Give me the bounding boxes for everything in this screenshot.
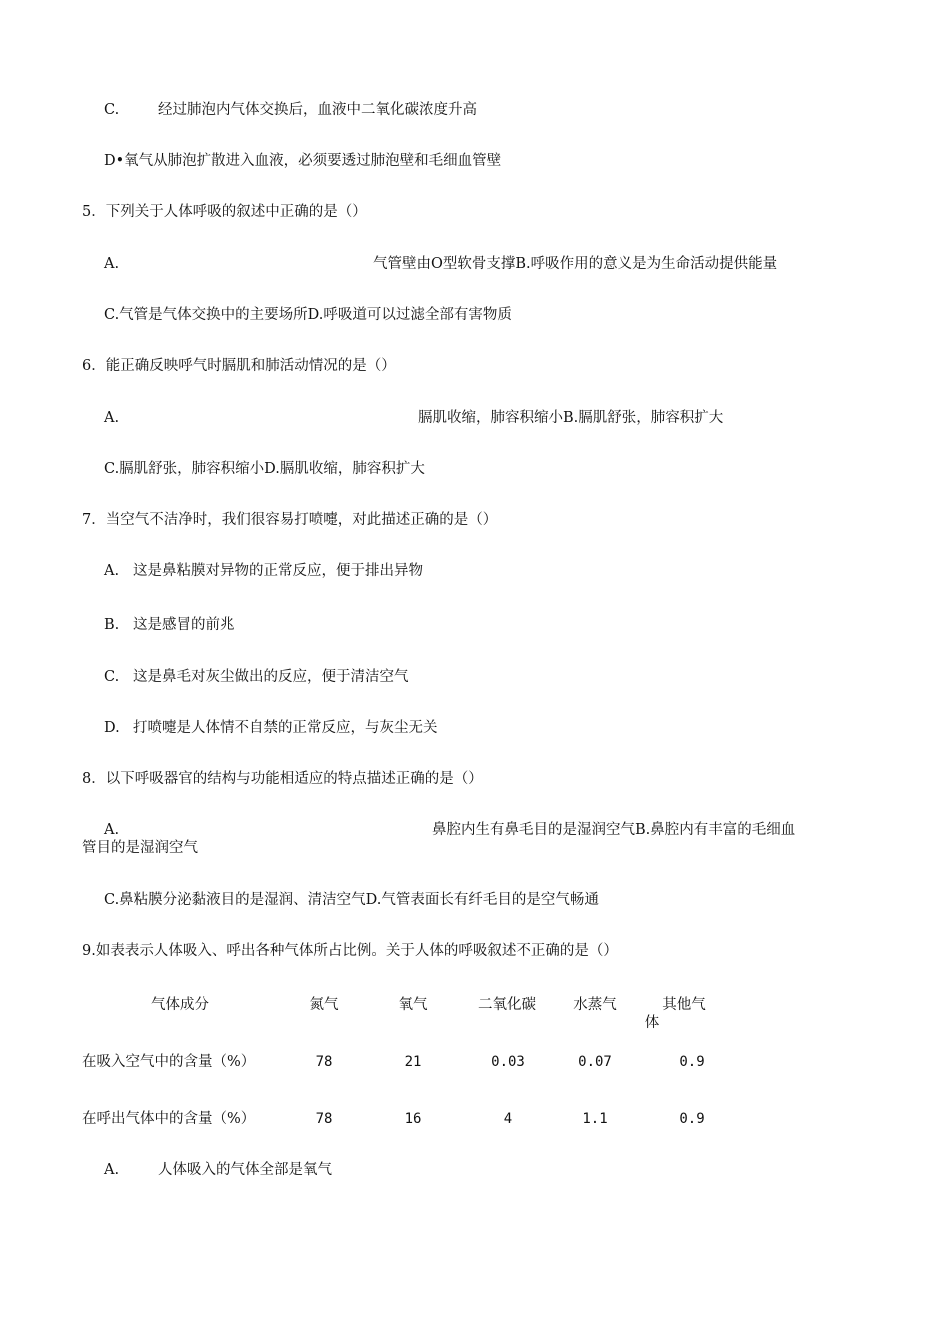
q8-stem: 8．以下呼吸器官的结构与功能相适应的特点描述正确的是（） (82, 771, 483, 787)
table-header-other-gases: 其他气 (662, 997, 706, 1013)
table-header-gas-component: 气体成分 (151, 997, 209, 1013)
table-header-water-vapor: 水蒸气 (573, 997, 617, 1013)
table-cell: 78 (315, 1054, 333, 1070)
q8-option-a-text: 鼻腔内生有鼻毛目的是湿润空气B.鼻腔内有丰富的毛细血 (432, 822, 796, 838)
table-header-nitrogen: 氮气 (309, 997, 339, 1013)
q6-stem: 6．能正确反映呼气时膈肌和肺活动情况的是（） (82, 358, 396, 374)
q9-option-a-letter: A. (104, 1162, 120, 1178)
table-cell: 0.9 (679, 1054, 705, 1070)
q7-stem: 7．当空气不洁净时，我们很容易打喷嚏，对此描述正确的是（） (82, 512, 498, 528)
q6-options-cd: C.膈肌舒张，肺容积缩小D.膈肌收缩，肺容积扩大 (104, 461, 425, 477)
q4-option-c-text: 经过肺泡内气体交换后，血液中二氧化碳浓度升高 (158, 102, 477, 118)
q4-option-c-letter: C. (104, 102, 120, 118)
q6-option-a-text: 膈肌收缩，肺容积缩小B.膈肌舒张，肺容积扩大 (418, 410, 724, 426)
q8-options-cd: C.鼻粘膜分泌黏液目的是湿润、清洁空气D.气管表面长有纤毛目的是空气畅通 (104, 892, 599, 908)
q7-option-d-letter: D. (104, 720, 120, 736)
q7-option-c-text: 这是鼻毛对灰尘做出的反应，便于清洁空气 (133, 669, 409, 685)
table-cell: 78 (315, 1111, 333, 1127)
table-header-oxygen: 氧气 (398, 997, 428, 1013)
q7-option-a-text: 这是鼻粘膜对异物的正常反应，便于排出异物 (133, 563, 423, 579)
q7-option-b-text: 这是感冒的前兆 (133, 617, 235, 633)
table-header-carbon-dioxide: 二氧化碳 (478, 997, 536, 1013)
q4-option-d: D•氧气从肺泡扩散进入血液，必须要透过肺泡壁和毛细血管壁 (104, 153, 502, 169)
q9-option-a-text: 人体吸入的气体全部是氧气 (158, 1162, 332, 1178)
table-cell: 16 (404, 1111, 422, 1127)
table-cell: 0.07 (578, 1054, 612, 1070)
table-header-other-gases-wrap: 体 (644, 1015, 660, 1031)
q5-option-a-letter: A. (104, 256, 120, 272)
q5-stem: 5．下列关于人体呼吸的叙述中正确的是（） (82, 204, 367, 220)
q5-options-cd: C.气管是气体交换中的主要场所D.呼吸道可以过滤全部有害物质 (104, 307, 512, 323)
q9-stem: 9.如表表示人体吸入、呼出各种气体所占比例。关于人体的呼吸叙述不正确的是（） (82, 943, 618, 959)
q5-option-a-text: 气管壁由O型软骨支撑B.呼吸作用的意义是为生命活动提供能量 (373, 256, 778, 272)
table-cell: 0.9 (679, 1111, 705, 1127)
q7-option-b-letter: B. (104, 617, 120, 633)
q7-option-a-letter: A. (104, 563, 120, 579)
table-cell: 4 (503, 1111, 513, 1127)
q6-option-a-letter: A. (104, 410, 120, 426)
table-cell: 0.03 (491, 1054, 525, 1070)
q8-option-a-letter: A. (104, 822, 120, 838)
table-row-inhaled-label: 在吸入空气中的含量（%） (82, 1054, 256, 1070)
table-cell: 1.1 (582, 1111, 608, 1127)
q7-option-d-text: 打喷嚏是人体情不自禁的正常反应，与灰尘无关 (133, 720, 438, 736)
q8-option-a-continuation: 管目的是湿润空气 (82, 840, 198, 856)
q7-option-c-letter: C. (104, 669, 120, 685)
table-cell: 21 (404, 1054, 422, 1070)
table-row-exhaled-label: 在呼出气体中的含量（%） (82, 1111, 256, 1127)
